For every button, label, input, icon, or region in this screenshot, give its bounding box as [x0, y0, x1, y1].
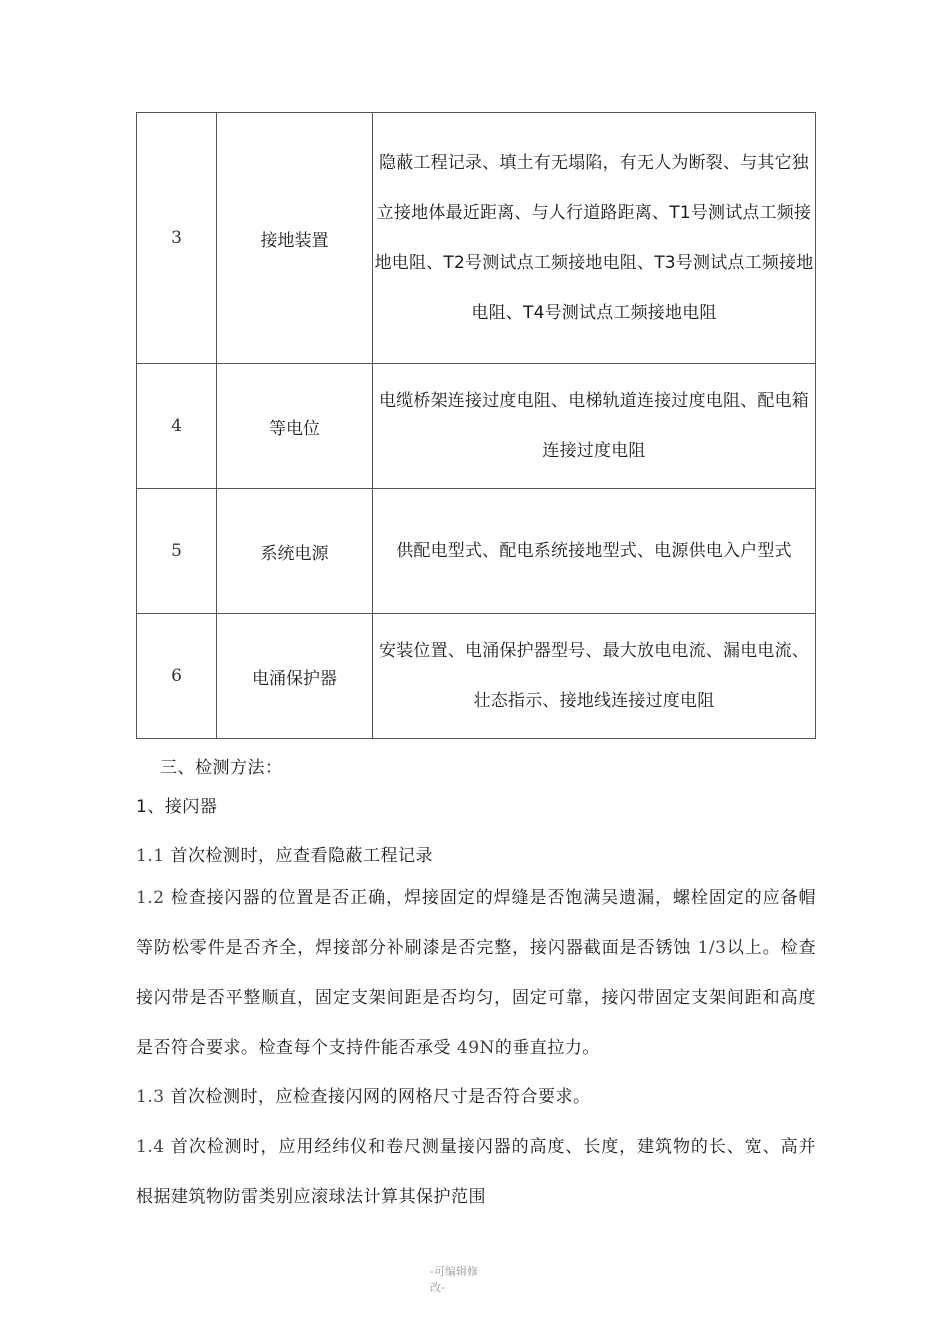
sub-heading: 1、接闪器 — [136, 797, 218, 817]
paragraph-text: 首次检测时，应用经纬仪和卷尺测量接闪器的高度、长度，建筑物的长、宽、高并根据建筑物防雷类别应滚球法计算其保护范围 — [136, 1137, 817, 1207]
item-name: 电涌保护器 — [217, 614, 373, 739]
footer-line: -可编辑修 — [430, 1265, 478, 1278]
table-row — [137, 614, 816, 739]
item-name: 等电位 — [217, 364, 373, 489]
paragraph-text: 首次检测时，应检查接闪网的网格尺寸是否符合要求。 — [170, 1087, 591, 1107]
footer-line: 改- — [430, 1281, 445, 1294]
row-number: 5 — [137, 489, 217, 614]
paragraph-text: 首次检测时，应查看隐蔽工程记录 — [170, 846, 433, 866]
item-description: 隐蔽工程记录、填土有无塌陷，有无人为断裂、与其它独立接地体最近距离、与人行道路距离、T1号测试点工频接地电阻、T2号测试点工频接地电阻、T3号测试点工频接地电阻、T4号测试点工频接地电阻 — [373, 113, 816, 364]
table-row — [137, 364, 816, 489]
table-body — [137, 113, 816, 739]
table-row — [137, 113, 816, 364]
item-name: 系统电源 — [217, 489, 373, 614]
paragraph-number: 1.3 — [136, 1087, 165, 1107]
item-description: 电缆桥架连接过度电阻、电梯轨道连接过度电阻、配电箱连接过度电阻 — [373, 364, 816, 489]
row-number: 6 — [137, 614, 217, 739]
table-row — [137, 489, 816, 614]
item-name: 接地装置 — [217, 113, 373, 364]
paragraph-text: 的垂直拉力。 — [494, 1038, 600, 1058]
paragraph-number: 1.1 — [136, 846, 165, 866]
page-footer — [430, 1264, 520, 1296]
paragraph-1-3 — [136, 1072, 816, 1122]
force-value: 49N — [456, 1038, 495, 1058]
section-heading: 三、检测方法： — [160, 758, 283, 778]
item-description: 安装位置、电涌保护器型号、最大放电电流、漏电电流、壮态指示、接地线连接过度电阻 — [373, 614, 816, 739]
row-number: 4 — [137, 364, 217, 489]
paragraph-1-2 — [136, 873, 816, 1073]
paragraph-1-4 — [136, 1122, 816, 1222]
paragraph-number: 1.2 — [136, 888, 165, 908]
inspection-items-table — [136, 112, 816, 739]
paragraph-text: 检查接闪器的位置是否正确，焊接固定的焊缝是否饱满吴遗漏，螺栓固定的应备帽等防松零件是否齐全，焊接部分补刷漆是否完整，接闪器截面是否锈蚀 — [136, 888, 817, 958]
paragraph-text: 以上。检查接闪带是否平整顺直，固定支架间距是否均匀，固定可靠，接闪带固定支架间距和高度是否符合要求。检查每个支持件能否承受 — [136, 938, 817, 1058]
ratio-value: 1/3 — [697, 938, 727, 958]
item-description: 供配电型式、配电系统接地型式、电源供电入户型式 — [373, 489, 816, 614]
paragraph-number: 1.4 — [136, 1137, 165, 1157]
row-number: 3 — [137, 113, 217, 364]
